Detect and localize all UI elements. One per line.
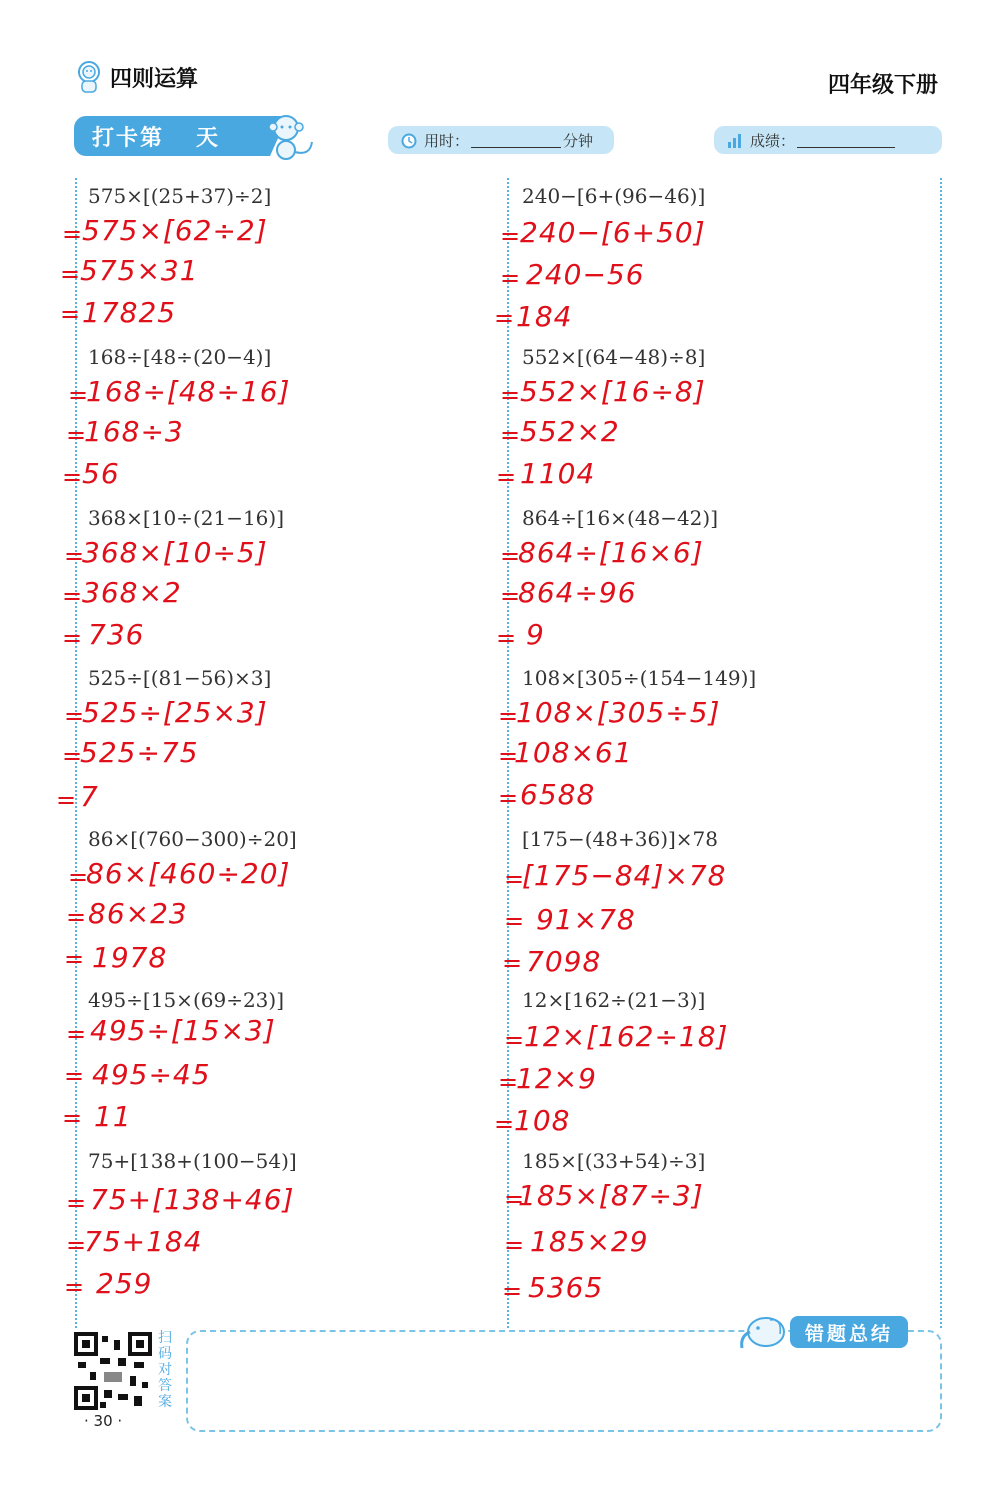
problem-right-7: 185×[(33+54)÷3] = 185×[87÷3] = 185×29 = 5365 (502, 1149, 706, 1305)
answer-step-1: 368×[10÷5] (82, 536, 268, 569)
answer-step-1: 495÷[15×3] (90, 1014, 276, 1047)
answer-step-2: 168÷3 (84, 415, 184, 448)
answer-step-2: 368×2 (82, 576, 182, 609)
answer-result: 7 (80, 780, 99, 813)
answer-step-2: 86×23 (88, 897, 188, 930)
time-unit: 分钟 (563, 131, 594, 150)
problem-expression: 368×[10÷(21−16)] (88, 506, 285, 530)
answer-result: 108 (514, 1104, 571, 1137)
answer-result: 6588 (520, 778, 596, 811)
problem-expression: 168÷[48÷(20−4)] (88, 345, 272, 369)
lion-mascot-icon (74, 60, 104, 94)
score-field (714, 126, 942, 154)
problem-left-7: 75+[138+(100−54)] = 75+[138+46] = 75+184 = 259 (64, 1149, 297, 1301)
answer-step-2: 91×78 (536, 903, 636, 936)
answer-result: 56 (82, 457, 120, 490)
problem-left-2: 168÷[48÷(20−4)] = 168÷[48÷16] = 168÷3 = 56 (62, 345, 291, 491)
answer-step-2: 495÷45 (92, 1058, 211, 1091)
answer-step-2: 185×29 (530, 1225, 649, 1258)
problem-expression: 108×[305÷(154−149)] (522, 666, 757, 690)
answer-step-1: 86×[460÷20] (86, 857, 291, 890)
answer-result: 259 (96, 1267, 153, 1300)
time-blank[interactable] (471, 133, 561, 148)
answer-step-2: 12×9 (516, 1062, 597, 1095)
header-subject (74, 60, 198, 94)
problem-expression: 864÷[16×(48−42)] (522, 506, 719, 530)
frame-right-line (940, 178, 942, 1328)
answer-step-1: [175−84]×78 (522, 859, 727, 892)
problem-expression: 525÷[(81−56)×3] (88, 666, 272, 690)
score-blank[interactable] (797, 133, 895, 148)
answer-step-1: 575×[62÷2] (82, 214, 268, 247)
answer-step-1: 552×[16÷8] (520, 375, 706, 408)
alarm-clock-icon (400, 131, 418, 149)
problem-left-3: 368×[10÷(21−16)] = 368×[10÷5] = 368×2 = 736 (62, 506, 285, 652)
problem-right-6: 12×[162÷(21−3)] = 12×[162÷18] = 12×9 = 108 (494, 988, 729, 1138)
answer-step-1: 12×[162÷18] (524, 1020, 729, 1053)
bar-chart-icon (726, 131, 744, 149)
answer-step-2: 552×2 (520, 415, 620, 448)
qr-code-icon[interactable] (74, 1332, 152, 1410)
answer-step-1: 168÷[48÷16] (86, 375, 291, 408)
problem-expression: 86×[(760−300)÷20] (88, 827, 297, 851)
answer-step-1: 240−[6+50] (520, 216, 706, 249)
problem-expression: 12×[162÷(21−3)] (522, 988, 706, 1012)
answer-step-1: 185×[87÷3] (518, 1179, 704, 1212)
answer-step-2: 240−56 (526, 258, 645, 291)
problem-right-2: 552×[(64−48)÷8] = 552×[16÷8] = 552×2 = 1104 (496, 345, 706, 491)
answer-step-1: 525÷[25×3] (82, 696, 268, 729)
problem-expression: 240−[6+(96−46)] (522, 184, 706, 208)
punch-label: 打卡第 (92, 125, 165, 151)
problem-right-1: 240−[6+(96−46)] = 240−[6+50] = 240−56 = 184 (494, 184, 706, 333)
problem-left-5: 86×[(760−300)÷20] = 86×[460÷20] = 86×23 = 1978 (64, 827, 297, 974)
answer-result: 736 (88, 618, 145, 651)
problem-expression: 185×[(33+54)÷3] (522, 1149, 706, 1173)
problem-left-6: 495÷[15×(69÷23)] = 495÷[15×3] = 495÷45 = 11 (62, 988, 285, 1133)
answer-step-2: 525÷75 (80, 736, 199, 769)
answer-step-2: 864÷96 (518, 576, 637, 609)
problem-expression: 495÷[15×(69÷23)] (88, 988, 285, 1012)
answer-step-1: 75+[138+46] (90, 1183, 295, 1216)
score-label: 成绩： (750, 131, 796, 150)
answer-step-1: 108×[305÷5] (516, 696, 721, 729)
problem-expression: 75+[138+(100−54)] (88, 1149, 297, 1173)
answer-result: 17825 (82, 296, 177, 329)
problem-left-1: 575×[(25+37)÷2] = 575×[62÷2] = 575×31 = 17825 (60, 184, 272, 329)
page-number: · 30 · (84, 1412, 123, 1430)
problem-expression: 575×[(25+37)÷2] (88, 184, 272, 208)
punch-card-banner (74, 116, 270, 156)
answer-result: 9 (526, 618, 545, 651)
punch-day-label: 天 (196, 125, 219, 151)
answer-result: 7098 (526, 945, 602, 978)
problem-expression: [175−(48+36)]×78 (522, 827, 719, 851)
time-used-field (388, 126, 614, 154)
answer-result: 5365 (528, 1271, 604, 1304)
monkey-mascot-icon (262, 112, 318, 162)
answer-result: 184 (516, 300, 573, 333)
page-title: 四则运算 (110, 66, 199, 92)
answer-step-2: 108×61 (514, 736, 633, 769)
answer-result: 1978 (92, 941, 168, 974)
mistake-summary-label: 错题总结 (790, 1316, 908, 1348)
problem-left-4: 525÷[(81−56)×3] = 525÷[25×3] = 525÷75 = 7 (56, 666, 272, 814)
answer-result: 11 (94, 1100, 132, 1133)
problem-right-4: 108×[305÷(154−149)] = 108×[305÷5] = 108×61 = 6588 (498, 666, 757, 812)
elephant-mascot-icon (736, 1310, 792, 1352)
answer-step-2: 75+184 (84, 1225, 203, 1258)
problem-expression: 552×[(64−48)÷8] (522, 345, 706, 369)
scan-answer-label: 扫码对答案 (158, 1330, 172, 1410)
answer-step-1: 864÷[16×6] (518, 536, 704, 569)
grade-label: 四年级下册 (827, 73, 938, 98)
problem-right-5: [175−(48+36)]×78 = [175−84]×78 = 91×78 = 7098 (502, 827, 727, 978)
time-label: 用时： (424, 131, 470, 150)
problem-right-3: 864÷[16×(48−42)] = 864÷[16×6] = 864÷96 = 9 (496, 506, 719, 652)
answer-step-2: 575×31 (80, 254, 199, 287)
answer-result: 1104 (520, 457, 596, 490)
